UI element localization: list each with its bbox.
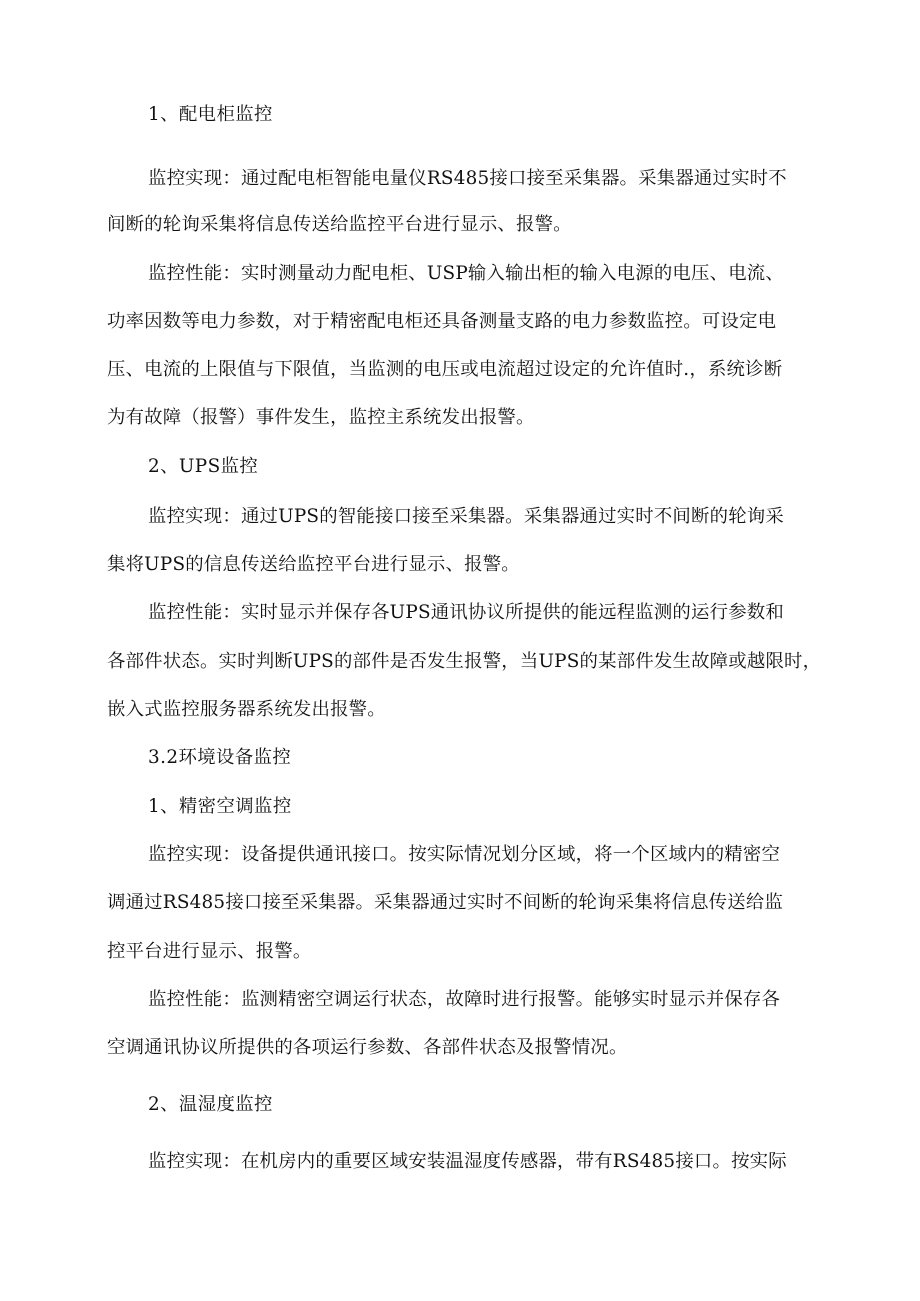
paragraph-line: 监控实现：通过配电柜智能电量仪RS485接口接至采集器。采集器通过实时不 [148,168,787,189]
paragraph-line: 监控实现：在机房内的重要区域安装温湿度传感器，带有RS485接口。按实际 [148,1151,787,1172]
paragraph-line: 监控实现：通过UPS的智能接口接至采集器。采集器通过实时不间断的轮询采 [148,506,784,527]
heading-precision-ac: 1、精密空调监控 [148,796,292,817]
heading-ups: 2、UPS监控 [148,456,259,477]
paragraph-line: 压、电流的上限值与下限值，当监测的电压或电流超过设定的允许值时.，系统诊断 [107,359,783,380]
paragraph-line: 集将UPS的信息传送给监控平台进行显示、报警。 [107,554,520,575]
paragraph-line: 空调通讯协议所提供的各项运行参数、各部件状态及报警情况。 [107,1037,628,1058]
paragraph-line: 监控性能：监测精密空调运行状态，故障时进行报警。能够实时显示并保存各 [148,989,781,1010]
paragraph-line: 监控实现：设备提供通讯接口。按实际情况划分区域，将一个区域内的精密空 [148,844,781,865]
paragraph-line: 监控性能：实时显示并保存各UPS通讯协议所提供的能远程监测的运行参数和 [148,602,784,623]
paragraph-line: 控平台进行显示、报警。 [107,941,312,962]
paragraph-line: 各部件状态。实时判断UPS的部件是否发生报警，当UPS的某部件发生故障或越限时， [107,651,822,672]
paragraph-line: 为有故障（报警）事件发生，监控主系统发出报警。 [107,407,535,428]
paragraph-line: 嵌入式监控服务器系统发出报警。 [107,699,386,720]
paragraph-line: 间断的轮询采集将信息传送给监控平台进行显示、报警。 [107,214,572,235]
heading-power-cabinet: 1、配电柜监控 [148,104,273,125]
paragraph-line: 监控性能：实时测量动力配电柜、USP输入输出柜的输入电源的电压、电流、 [148,263,784,284]
paragraph-line: 功率因数等电力参数，对于精密配电柜还具备测量支路的电力参数监控。可设定电 [107,311,777,332]
paragraph-line: 调通过RS485接口接至采集器。采集器通过实时不间断的轮询采集将信息传送给监 [107,892,784,913]
heading-temp-humidity: 2、温湿度监控 [148,1094,273,1115]
heading-environment: 3.2环境设备监控 [148,747,292,768]
